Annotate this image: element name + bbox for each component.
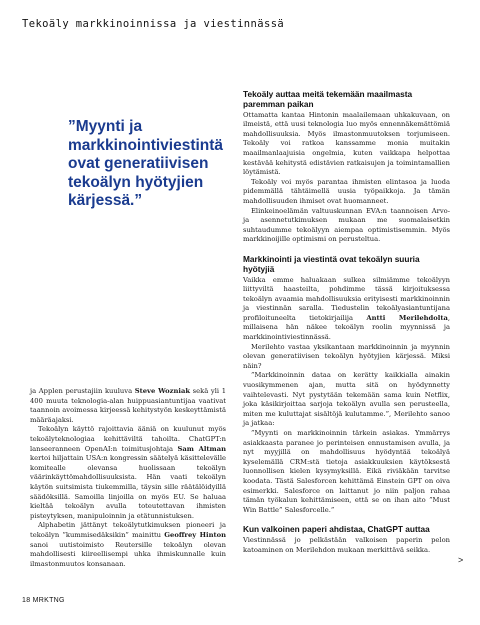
paragraph: Alphabetin jättänyt tekoälytutkimuksen pioneeri ja tekoälyn ”kummisedäksikin” mainittu Geoffrey Hinton sanoi uutistoimisto Reutersille tekoälyn olevan mahdollisesti kiireellisempi uhka ihmiskunnalle kuin ilmastonmuutos konsanaan. xyxy=(30,521,227,568)
paragraph: ja Applen perustajiin kuuluva Steve Wozniak sekä yli 1 400 muuta teknologia-alan huippuasiantuntijaa vaativat taannoin avoimessa kirjeessä kehitystyön keskeyttämistä määräajaksi. xyxy=(30,387,226,424)
person-name: Steve Wozniak xyxy=(134,387,191,395)
subheading: Markkinointi ja viestintä ovat tekoälyn suuria hyötyjiä xyxy=(243,253,420,274)
continue-arrow-icon: > xyxy=(458,555,464,565)
section-header: Tekoäly markkinoinnissa ja viestinnässä xyxy=(22,18,285,30)
paragraph: Vaikka emme haluakaan sulkea silmiämme tekoälyyn liittyviltä haasteilta, pohdimme tässä kirjoituksessa tekoälyn avaamia mahdollisuuksia erityisesti markkinoinnin ja viestinnän saralla. Tiedustelin tekoälyasiantuntijana profiloituneelta tietokirjailija Antti Merilehdolta, millaisena hän näkee tekoälyn roolin myynnissä ja markkinointiviestinnässä. xyxy=(243,275,450,342)
pull-quote: ”Myynti ja markkinointiviestintä ovat generatiivisen tekoälyn hyötyjien kärjessä.” xyxy=(68,118,224,209)
right-column xyxy=(243,90,450,555)
paragraph: Viestinnässä jo pelkästään valkoisen paperin pelon katoaminen on Merilehdon mukaan merkittävä seikka. xyxy=(243,536,450,554)
paragraph: ”Myynti on markkinoinnin tärkein asiakas. Ymmärrys asiakkaasta paranee jo perinteisen ennustamisen avulla, ja nyt myyjillä on mahdollisuus hyödyntää tekoälyä kyselemällä CRM:stä tietoja asiakkuuksien käytöksestä luonnollisen kielen kysymyksillä. Eikä riviäkään tarvitse koodata. Tästä Salesforcen kehittämä Einstein GPT on oiva esimerkki. Salesforce on laittanut jo niin paljon rahaa tämän työkalun kehittämiseen, että se on ihan aito ”Must Win Battle” Salesforcelle.” xyxy=(243,429,450,514)
paragraph: Elinkeinoelämän valtuuskunnan EVA:n taannoisen Arvo- ja asennetutkimuksen mukaan me suomalaisetkin suhtaudumme tekoälyyn aiempaa optimistisemmin. Myös markkinoijille optimismi on perusteltua. xyxy=(243,206,450,244)
paragraph: Tekoäly voi myös parantaa ihmisten elintasoa ja luoda pidemmällä tähtäimellä uusia työpaikkoja. Ja tämän mahdollisuuden ihmiset ovat huomanneet. xyxy=(243,177,450,205)
page-footer: 18 MRKTNG xyxy=(22,597,65,604)
paragraph: Merilehto vastaa yksikantaan markkinoinnin ja myynnin olevan generatiivisen tekoälyn hyötyjien kärjessä. Miksi näin? xyxy=(243,342,450,370)
subheading: Kun valkoinen paperi ahdistaa, ChatGPT auttaa xyxy=(243,524,430,535)
paragraph: Tekoälyn käyttö rajoittavia ääniä on kuulunut myös tekoälyteknologiaa kehittäviltä tahoilta. ChatGPT:n lanseeranneen OpenAI:n toimitusjohtaja Sam Altman kertoi hiljattain USA:n kongressin säätelyä käsittelevälle komitealle olevansa huolissaan tekoälyn väärinkäyttömahdollisuuksista. Hän vaati tekoälyn käytön suitsimista tiukemmilla, täysin sille räätälöidyillä säädöksillä. Samoilla linjoilla on myös EU. Se haluaa kieltää tekoälyn avulla toteutettavan ihmisten pisteytyksen, manipuloinnin ja etätunnistuksen. xyxy=(30,425,226,520)
paragraph: ”Markkinoinnin dataa on kerätty kaikkialla ainakin vuosikymmenen ajan, mutta sitä on hyödynnetty vaihtelevasti. Nyt pystytään tekemään sama kuin Netflix, joka käsikirjoittaa sarjoja tekoälyn avulla sen perusteella, miten me kuluttajat sisältöjä kulutamme.”, Merilehto sanoo ja jatkaa: xyxy=(243,371,450,428)
person-name: Geoffrey Hinton xyxy=(164,530,227,539)
subheading: Tekoäly auttaa meitä tekemään maailmasta paremman paikan xyxy=(243,89,413,109)
left-column xyxy=(30,387,226,569)
paragraph: Ottamatta kantaa Hintonin maalailemaan uhkakuvaan, on ilmeistä, että uusi teknologia luo myös ennennäkemättömiä mahdollisuuksia. Myös ilmastonmuutoksen torjumiseen. Tekoäly voi ratkoa kanssamme monia muitakin maailmanlaajuisia ongelmia, kuten vaikkapa helpottaa kestävää kehitystä edistävien ratkaisujen ja toimintamallien löytämistä. xyxy=(243,110,450,177)
person-name: Sam Altman xyxy=(177,444,226,453)
person-name: Antti Merilehdolta xyxy=(366,313,448,322)
